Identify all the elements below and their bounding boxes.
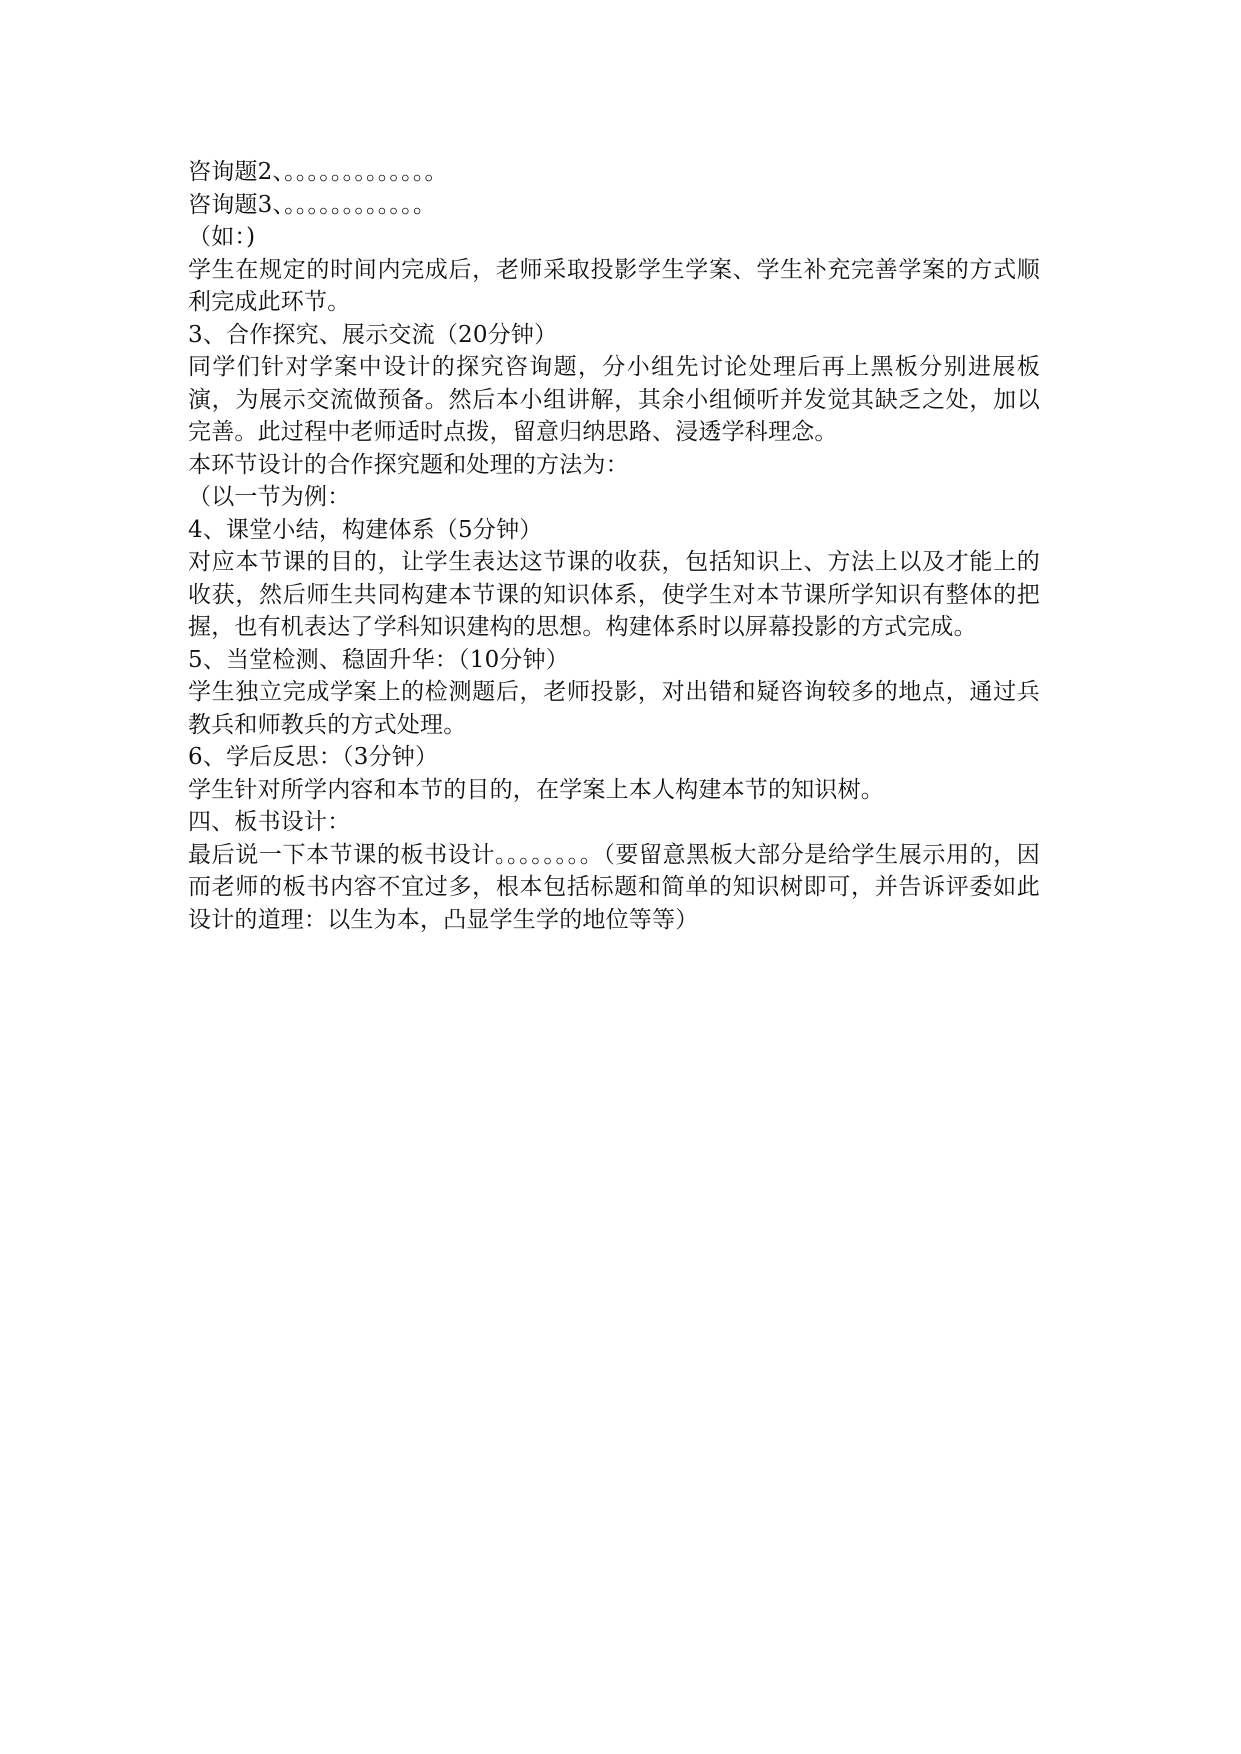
section-heading-board: 四、板书设计： bbox=[188, 809, 351, 835]
paragraph-summary: 对应本节课的目的，让学生表达这节课的收获，包括知识上、方法上以及才能上的收获，然后师生共同构建本节课的知识体系，使学生对本节课所学知识有整体的把握，也有机表达了学科知识建构的思想。构建体系时以屏幕投影的方式完成。 bbox=[188, 549, 1040, 640]
section-heading-3: 3、合作探究、展示交流（20分钟） bbox=[188, 321, 558, 348]
section-heading-5: 5、当堂检测、稳固升华：（10分钟） bbox=[188, 646, 569, 673]
paragraph-design-intro: 本环节设计的合作探究题和处理的方法为： bbox=[188, 451, 629, 478]
document-body bbox=[188, 156, 1040, 936]
example-note: （如：) bbox=[188, 224, 256, 250]
paragraph-testing: 学生独立完成学案上的检测题后，老师投影，对出错和疑咨询较多的地点，通过兵教兵和师教兵的方式处理。 bbox=[188, 679, 1040, 738]
example-section-note: （以一节为例： bbox=[188, 484, 351, 510]
paragraph-reflection: 学生针对所学内容和本节的目的，在学案上本人构建本节的知识树。 bbox=[188, 776, 884, 803]
section-heading-4: 4、课堂小结，构建体系（5分钟） bbox=[188, 516, 543, 543]
paragraph-board-design: 最后说一下本节课的板书设计。。。。。。。。（要留意黑板大部分是给学生展示用的，因而老师的板书内容不宜过多，根本包括标题和简单的知识树即可，并告诉评委如此设计的道理：以生为本，凸显学生学的地位等等） bbox=[188, 841, 1040, 933]
question-2-line: 咨询题2、。。。。。。。。。。。。。 bbox=[188, 159, 448, 185]
paragraph-cooperation: 同学们针对学案中设计的探究咨询题，分小组先讨论处理后再上黑板分别进展板演，为展示交流做预备。然后本小组讲解，其余小组倾听并发觉其缺乏之处，加以完善。此过程中老师适时点拨，留意归纳思路、浸透学科理念。 bbox=[188, 354, 1040, 445]
question-3-line: 咨询题3、。。。。。。。。。。。。 bbox=[188, 191, 437, 218]
paragraph-completion: 学生在规定的时间内完成后，老师采取投影学生学案、学生补充完善学案的方式顺利完成此环节。 bbox=[188, 256, 1040, 315]
section-heading-6: 6、学后反思：（3分钟） bbox=[188, 744, 439, 770]
